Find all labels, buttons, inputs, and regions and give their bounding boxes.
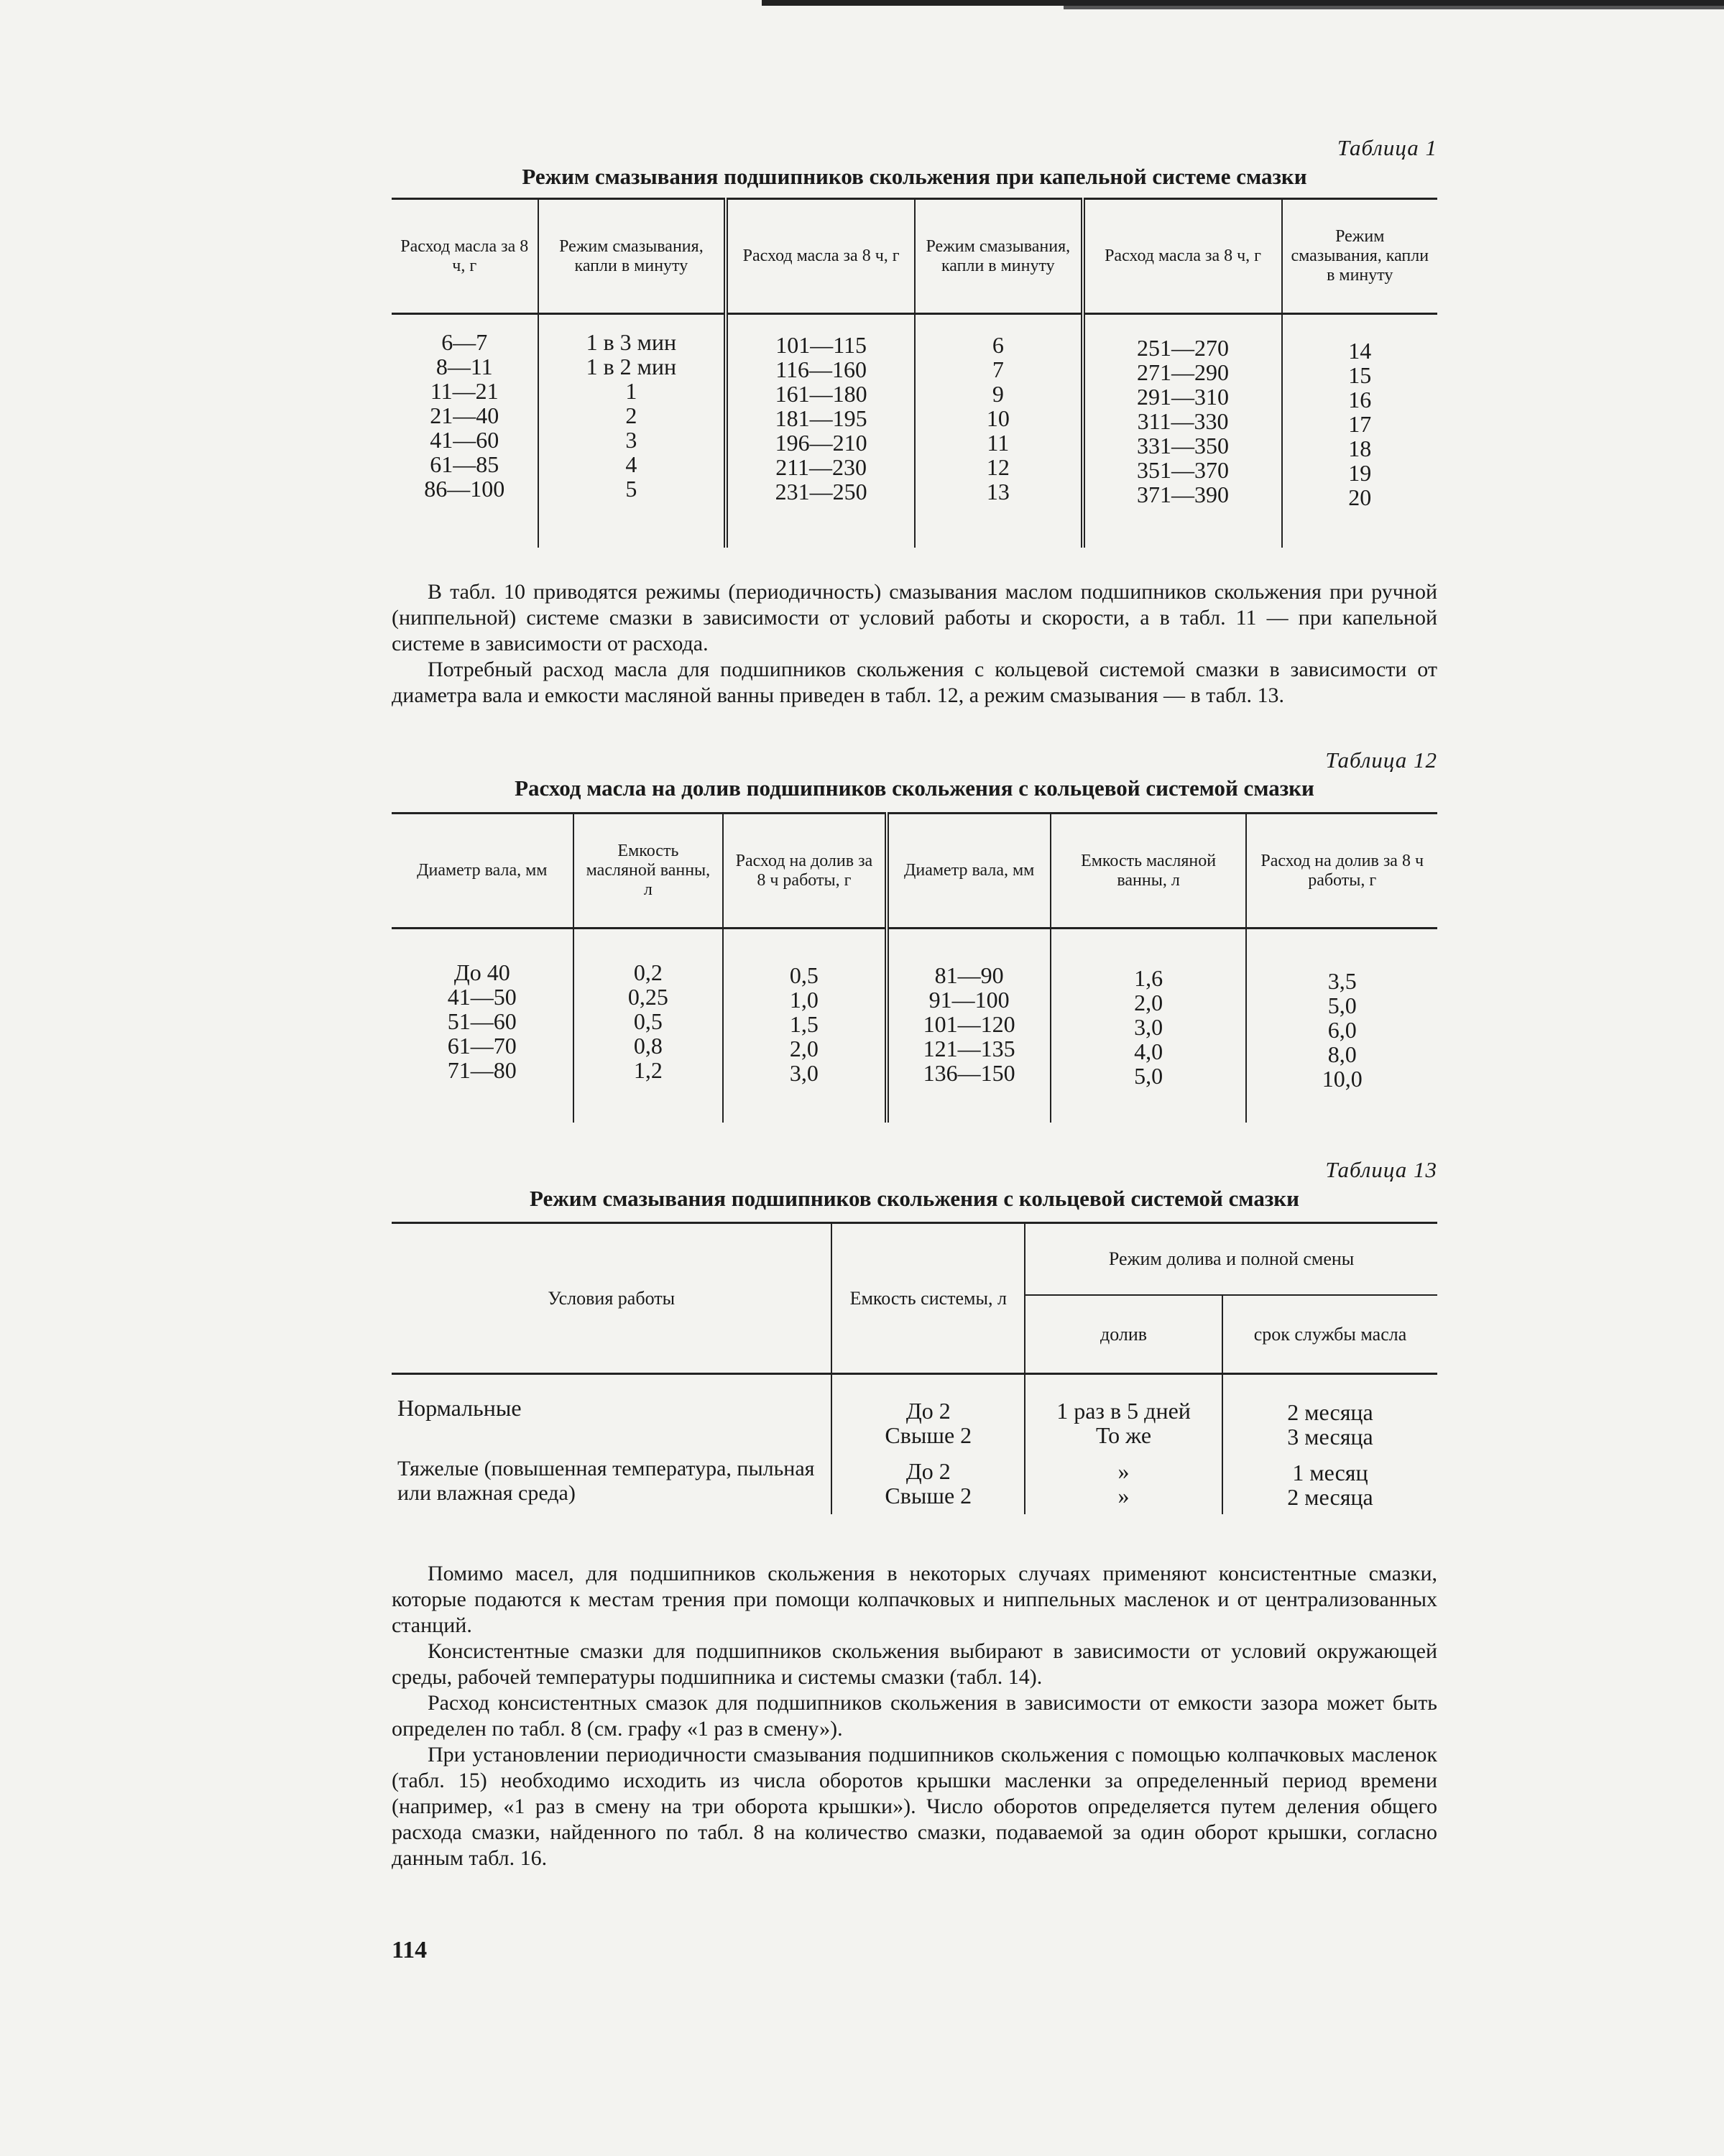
table-cell: 9 [992, 381, 1004, 407]
table-cell: 6,0 [1327, 1017, 1357, 1043]
t12-col3 [723, 929, 886, 1123]
table-cell: Нормальные [392, 1374, 831, 1450]
table-cell: 1,5 [789, 1011, 819, 1037]
table-row [392, 1450, 1437, 1514]
table-cell: 331—350 [1137, 433, 1230, 459]
table-cell: То же [1096, 1422, 1152, 1448]
table-cell: 11—21 [430, 378, 499, 404]
table-cell: 86—100 [424, 476, 505, 502]
table-cell [831, 1450, 1025, 1514]
table-cell: 311—330 [1137, 408, 1229, 434]
table-cell: 20 [1348, 484, 1372, 510]
t1-header-5: Расход масла за 8 ч, г [1083, 199, 1282, 314]
table-cell: 14 [1348, 338, 1372, 364]
table-cell: 71—80 [447, 1057, 517, 1083]
table1 [392, 198, 1437, 548]
table-cell: » [1117, 1483, 1130, 1508]
table-cell: 121—135 [923, 1036, 1015, 1061]
table-cell: 10 [986, 405, 1010, 431]
t13-header-capacity: Емкость системы, л [831, 1223, 1025, 1374]
table-cell: 1 раз в 5 дней [1056, 1398, 1191, 1424]
table-cell: 101—120 [923, 1011, 1015, 1037]
t12-header-2: Емкость масляной ванны, л [573, 814, 724, 929]
table-cell: 91—100 [928, 987, 1010, 1013]
t12-col1 [392, 929, 573, 1123]
t1-col4 [915, 314, 1083, 548]
table-cell: 11 [987, 430, 1010, 456]
t13-header-topup: долив [1025, 1295, 1222, 1374]
table-cell: 0,2 [633, 959, 663, 985]
table12-section [392, 744, 1437, 1132]
table-cell: 1 [625, 378, 637, 404]
table-cell: 1 месяц [1292, 1460, 1368, 1485]
table-cell: 1,0 [789, 987, 819, 1013]
table13-title: Режим смазывания подшипников скольжения с кольцевой системой смазки [529, 1186, 1300, 1211]
table-cell: 6—7 [441, 329, 488, 355]
table-cell: 371—390 [1137, 482, 1230, 507]
table-cell: 3 месяца [1287, 1424, 1373, 1450]
table-cell: 196—210 [775, 430, 867, 456]
t1-header-3: Расход масла за 8 ч, г [726, 199, 915, 314]
table-cell: 17 [1348, 411, 1372, 437]
table12 [392, 812, 1437, 1123]
table-cell: Свыше 2 [885, 1422, 972, 1448]
page-number: 114 [392, 1937, 428, 1963]
table-cell [1025, 1374, 1222, 1450]
table-cell: До 2 [905, 1398, 951, 1424]
paragraph: Потребный расход масла для подшипников скольжения с кольцевой системой смазки в зависимости от диаметра вала и емкости масляной ванны приведен в табл. 12, а режим смазывания — в табл. 13. [392, 658, 1437, 707]
scan-edge-shadow [762, 0, 1724, 6]
table-cell [1025, 1450, 1222, 1514]
t12-header-5: Емкость масляной ванны, л [1051, 814, 1247, 929]
table-cell: 3,0 [789, 1060, 819, 1086]
paragraph: В табл. 10 приводятся режимы (периодичность) смазывания маслом подшипников скольжения при ручной (ниппельной) системе смазки в зависимости от условий работы и скорости, а в табл. 11 — при капельной системе в зависимости от расхода. [392, 580, 1437, 655]
table-cell: 7 [992, 356, 1004, 382]
paragraph: Помимо масел, для подшипников скольжения в некоторых случаях применяют консистентные смазки, которые подаются к местам трения при помощи колпачковых и ниппельных масленок и от централизованных станций. [392, 1562, 1437, 1637]
table-cell: 8,0 [1327, 1041, 1357, 1067]
table-cell: 0,8 [633, 1033, 663, 1059]
table-cell: 2 месяца [1287, 1484, 1373, 1510]
t1-col3 [726, 314, 915, 548]
t12-col6 [1246, 929, 1437, 1123]
table-cell: 6 [992, 332, 1004, 358]
table13-section [392, 1157, 1437, 1538]
t13-header-conditions: Условия работы [392, 1223, 831, 1374]
t13-header-mode: Режим долива и полной смены [1025, 1223, 1437, 1295]
table-cell: До 40 [453, 959, 510, 985]
table-cell: Тяжелые (повышенная температура, пыльная или влажная среда) [392, 1450, 831, 1514]
t12-col5 [1051, 929, 1247, 1123]
table-cell: 10,0 [1322, 1066, 1363, 1092]
body-text-2 [392, 1561, 1437, 1871]
t12-col2 [573, 929, 724, 1123]
t12-header-3: Расход на долив за 8 ч работы, г [723, 814, 886, 929]
table13-caption: Таблица 13 [1325, 1157, 1437, 1182]
t13-header-service-life: срок службы масла [1253, 1323, 1407, 1345]
table12-caption: Таблица 12 [1325, 747, 1437, 773]
table-cell: 18 [1348, 436, 1372, 461]
t12-col4 [887, 929, 1051, 1123]
table-cell: 0,25 [627, 984, 668, 1010]
table-cell: 291—310 [1137, 384, 1230, 410]
table-cell: 136—150 [923, 1060, 1015, 1086]
table-cell: 231—250 [775, 479, 867, 505]
table-cell: 41—50 [447, 984, 517, 1010]
table-cell: 12 [986, 454, 1010, 480]
t1-header-6: Режим смазывания, капли в минуту [1291, 227, 1429, 285]
t1-col2 [538, 314, 727, 548]
paragraph: При установлении периодичности смазывания подшипников скольжения с помощью колпачковых масленок (табл. 15) необходимо исходить из числа оборотов крышки масленки за определенный период времени (например, «1 раз в смену на три оборота крышки»). Число оборотов определяется путем деления общего расхода смазки, найденного по табл. 8 на количество смазки, подаваемой за один оборот крышки, согласно данным табл. 16. [392, 1743, 1437, 1870]
table-cell: » [1117, 1458, 1130, 1484]
t1-header-4: Режим смазывания, капли в минуту [915, 199, 1083, 314]
table-cell: 1 в 3 мин [586, 329, 677, 355]
table-cell: До 2 [905, 1458, 951, 1484]
table-cell: 1,2 [633, 1057, 663, 1083]
table-cell: 211—230 [775, 454, 867, 480]
table-cell: 351—370 [1137, 457, 1230, 483]
table-cell: 16 [1348, 387, 1372, 413]
t12-header-4: Диаметр вала, мм [887, 814, 1051, 929]
paragraph: Расход консистентных смазок для подшипников скольжения в зависимости от емкости зазора может быть определен по табл. 8 (см. графу «1 раз в смену»). [392, 1691, 1437, 1741]
table-cell [831, 1374, 1025, 1450]
table-cell: 41—60 [430, 427, 499, 453]
t1-col6 [1282, 314, 1437, 548]
table-cell: 1 в 2 мин [586, 354, 677, 379]
table-cell: 2 [625, 402, 637, 428]
table-cell: 181—195 [775, 405, 867, 431]
table-cell: 13 [986, 479, 1010, 505]
paragraph: Консистентные смазки для подшипников скольжения выбирают в зависимости от условий окружающей среды, рабочей температуры подшипника и системы смазки (табл. 14). [392, 1639, 1437, 1689]
table-cell: 116—160 [775, 356, 867, 382]
table-cell: 21—40 [430, 402, 499, 428]
t12-header-1: Диаметр вала, мм [392, 814, 573, 929]
table-cell: 5,0 [1327, 992, 1357, 1018]
table-cell: 5,0 [1134, 1063, 1163, 1089]
table-cell: Свыше 2 [885, 1483, 972, 1508]
table1-section [392, 129, 1437, 546]
scan-edge-shadow-2 [1064, 6, 1724, 9]
table-cell [1222, 1450, 1437, 1514]
table-cell: 271—290 [1137, 359, 1230, 385]
table-cell: 81—90 [934, 962, 1004, 988]
table-cell [1222, 1374, 1437, 1450]
t1-header-2: Режим смазывания, капли в минуту [538, 199, 727, 314]
table-cell: 2,0 [789, 1036, 819, 1061]
table-cell: 8—11 [435, 354, 493, 379]
table-cell: 19 [1348, 460, 1372, 486]
table-cell: 61—85 [430, 451, 499, 477]
table1-title: Режим смазывания подшипников скольжения при капельной системе смазки [522, 164, 1307, 189]
table-cell: 3 [625, 427, 637, 453]
t1-col1 [392, 314, 538, 548]
t12-header-6: Расход на долив за 8 ч работы, г [1260, 851, 1424, 890]
table-cell: 51—60 [447, 1008, 517, 1034]
table-cell: 4,0 [1134, 1038, 1163, 1064]
t1-col5 [1083, 314, 1282, 548]
table1-caption: Таблица 1 [1337, 135, 1437, 160]
table-cell: 101—115 [775, 332, 867, 358]
table13 [392, 1222, 1437, 1514]
table-cell: 251—270 [1137, 335, 1230, 361]
table-cell: 61—70 [447, 1033, 517, 1059]
table-cell: 15 [1348, 362, 1372, 388]
table-row [392, 1374, 1437, 1450]
body-text-1 [392, 579, 1437, 709]
table-cell: 5 [625, 476, 637, 502]
table-cell: 4 [625, 451, 637, 477]
table-cell: 3,5 [1327, 968, 1357, 994]
table-cell: 2,0 [1134, 990, 1163, 1015]
table-cell: 0,5 [633, 1008, 663, 1034]
table-cell: 161—180 [775, 381, 867, 407]
table12-title: Расход масла на долив подшипников скольжения с кольцевой системой смазки [515, 775, 1314, 801]
table-cell: 2 месяца [1287, 1399, 1373, 1425]
table-cell: 1,6 [1134, 965, 1163, 991]
t1-header-1: Расход масла за 8 ч, г [392, 199, 538, 314]
table-cell: 3,0 [1134, 1014, 1163, 1040]
table-cell: 0,5 [789, 962, 819, 988]
